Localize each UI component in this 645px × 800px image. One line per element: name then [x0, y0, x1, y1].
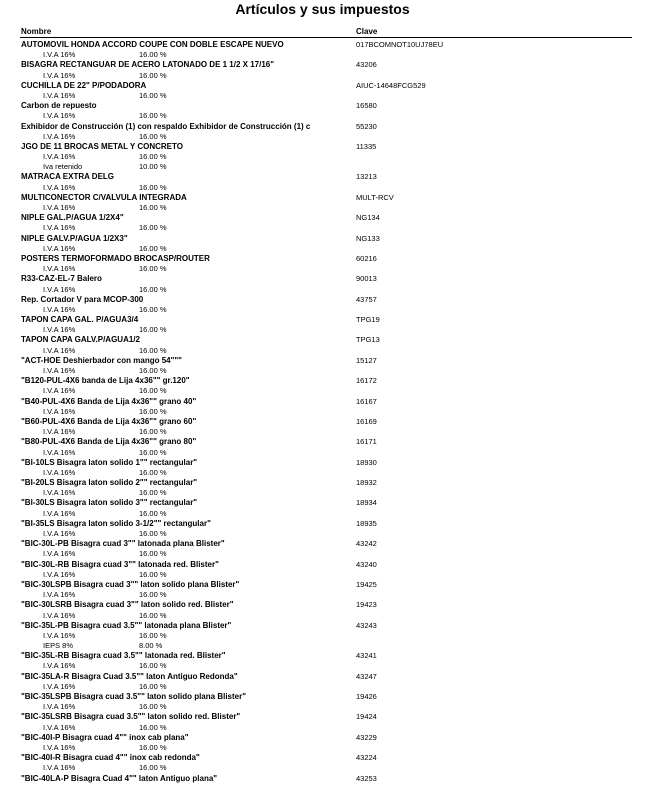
list-item	[0, 254, 645, 274]
tax-label: IEPS 8%	[43, 641, 74, 651]
tax-row	[0, 488, 645, 498]
item-key: 43224	[356, 753, 377, 763]
tax-row	[0, 162, 645, 172]
tax-row	[0, 366, 645, 376]
list-item	[0, 560, 645, 580]
item-name: "BIC-40LA-P Bisagra Cuad 4"" laton Antiguo plana"	[21, 773, 218, 783]
tax-row	[0, 641, 645, 651]
item-header-row	[0, 376, 645, 386]
item-name: POSTERS TERMOFORMADO BROCASP/ROUTER	[21, 253, 210, 263]
tax-row	[0, 264, 645, 274]
item-name: "BIC-35L-PB Bisagra cuad 3.5"" latonada plana Blister"	[21, 620, 232, 630]
tax-row	[0, 529, 645, 539]
list-item	[0, 213, 645, 233]
tax-percent: 8.00 %	[139, 641, 163, 651]
tax-label: I.V.A 16%	[43, 366, 76, 375]
tax-label: I.V.A 16%	[43, 131, 76, 141]
item-name: R33-CAZ-EL-7 Balero	[21, 274, 102, 284]
item-header-row	[0, 213, 645, 223]
tax-row	[0, 743, 645, 753]
item-name: "BIC-30LSPB Bisagra cuad 3"" laton solido plana Blister"	[21, 579, 240, 589]
item-name: "B60-PUL-4X6 Banda de Lija 4x36"" grano 60"	[21, 416, 197, 426]
item-header-row	[0, 142, 645, 152]
item-name: Exhibidor de Construcción (1) con respaldo Exhibidor de Construcción (1) c	[21, 121, 311, 131]
item-key: 19426	[356, 692, 377, 701]
tax-label: I.V.A 16%	[43, 529, 76, 538]
tax-percent: 16.00 %	[139, 386, 167, 396]
item-key: 19423	[356, 600, 377, 610]
item-key: NG134	[356, 213, 380, 223]
item-name: "ACT-HOE Deshierbador con mango 54"""	[21, 355, 182, 365]
tax-label: I.V.A 16%	[43, 630, 76, 640]
item-name: "BIC-35L-RB Bisagra cuad 3.5"" latonada red. Blister"	[21, 651, 226, 661]
list-item	[0, 356, 645, 376]
item-header-row	[0, 417, 645, 427]
column-header-name: Nombre	[21, 27, 52, 36]
item-name: "BI-35LS Bisagra laton solido 3-1/2"" rectangular"	[21, 518, 211, 528]
item-key: 43241	[356, 651, 377, 661]
tax-label: I.V.A 16%	[43, 681, 76, 691]
tax-row	[0, 183, 645, 193]
item-header-row	[0, 101, 645, 111]
item-key: 43247	[356, 671, 377, 681]
tax-label: I.V.A 16%	[43, 243, 76, 253]
tax-row	[0, 386, 645, 396]
list-item	[0, 376, 645, 396]
tax-label: I.V.A 16%	[43, 203, 76, 212]
tax-label: I.V.A 16%	[43, 467, 76, 477]
items-list	[0, 40, 645, 784]
tax-percent: 16.00 %	[139, 50, 167, 60]
tax-row	[0, 132, 645, 142]
tax-row	[0, 509, 645, 519]
item-name: "B120-PUL-4X6 banda de Lija 4x36"" gr.120"	[21, 376, 190, 386]
tax-label: I.V.A 16%	[43, 742, 76, 752]
tax-label: I.V.A 16%	[43, 590, 76, 600]
tax-label: I.V.A 16%	[43, 264, 76, 274]
header-divider	[20, 37, 632, 38]
tax-percent: 16.00 %	[139, 70, 167, 80]
tax-row	[0, 702, 645, 712]
item-key: 11335	[356, 141, 377, 151]
tax-label: I.V.A 16%	[43, 325, 76, 335]
item-key: 90013	[356, 274, 377, 284]
tax-row	[0, 91, 645, 101]
item-key: 43757	[356, 294, 377, 304]
tax-percent: 16.00 %	[139, 488, 167, 498]
item-header-row	[0, 498, 645, 508]
item-header-row	[0, 539, 645, 549]
item-header-row	[0, 774, 645, 784]
tax-row	[0, 407, 645, 417]
item-key: 16172	[356, 376, 377, 386]
tax-label: I.V.A 16%	[43, 111, 76, 121]
item-key: 43240	[356, 559, 377, 569]
list-item	[0, 600, 645, 620]
tax-label: I.V.A 16%	[43, 182, 76, 192]
tax-label: I.V.A 16%	[43, 508, 76, 518]
item-name: "BIC-30LSRB Bisagra cuad 3"" laton solido red. Blister"	[21, 600, 234, 610]
list-item	[0, 101, 645, 121]
list-item	[0, 142, 645, 173]
item-key: 19425	[356, 579, 377, 589]
tax-row	[0, 468, 645, 478]
list-item	[0, 498, 645, 518]
list-item	[0, 295, 645, 315]
tax-percent: 16.00 %	[139, 264, 167, 274]
tax-percent: 16.00 %	[139, 529, 167, 538]
tax-label: I.V.A 16%	[43, 152, 76, 162]
item-key: TPG19	[356, 315, 380, 325]
tax-row	[0, 325, 645, 335]
list-item	[0, 335, 645, 355]
item-name: "BIC-35LA-R Bisagra Cuad 3.5"" laton Antiguo Redonda"	[21, 671, 238, 681]
item-key: 18934	[356, 498, 377, 508]
report-title: Artículos y sus impuestos	[235, 1, 410, 17]
tax-percent: 16.00 %	[139, 742, 167, 752]
tax-label: I.V.A 16%	[43, 661, 76, 671]
tax-row	[0, 244, 645, 254]
tax-percent: 16.00 %	[139, 284, 167, 294]
item-header-row	[0, 712, 645, 722]
list-item	[0, 193, 645, 213]
item-header-row	[0, 40, 645, 50]
tax-row	[0, 723, 645, 733]
tax-label: I.V.A 16%	[43, 345, 76, 355]
item-header-row	[0, 560, 645, 570]
item-header-row	[0, 356, 645, 366]
item-name: Rep. Cortador V para MCOP-300	[21, 294, 144, 304]
item-key: 60216	[356, 253, 377, 263]
item-header-row	[0, 397, 645, 407]
tax-percent: 16.00 %	[139, 447, 167, 457]
item-header-row	[0, 193, 645, 203]
item-header-row	[0, 60, 645, 70]
tax-row	[0, 111, 645, 121]
tax-percent: 16.00 %	[139, 304, 167, 314]
item-header-row	[0, 733, 645, 743]
list-item	[0, 122, 645, 142]
item-key: 16580	[356, 101, 377, 111]
tax-label: I.V.A 16%	[43, 488, 76, 498]
item-name: AUTOMOVIL HONDA ACCORD COUPE CON DOBLE ESCAPE NUEVO	[21, 40, 284, 49]
tax-row	[0, 427, 645, 437]
list-item	[0, 539, 645, 559]
list-item	[0, 621, 645, 652]
item-header-row	[0, 600, 645, 610]
tax-percent: 16.00 %	[139, 182, 167, 192]
tax-percent: 16.00 %	[139, 661, 167, 671]
list-item	[0, 712, 645, 732]
tax-label: I.V.A 16%	[43, 386, 76, 396]
tax-percent: 16.00 %	[139, 223, 167, 233]
item-key: 13213	[356, 172, 377, 182]
tax-label: I.V.A 16%	[43, 722, 76, 732]
item-key: 16169	[356, 416, 377, 426]
tax-row	[0, 305, 645, 315]
list-item	[0, 234, 645, 254]
tax-label: I.V.A 16%	[43, 763, 76, 773]
item-header-row	[0, 519, 645, 529]
item-name: "BIC-40I-P Bisagra cuad 4"" inox cab plana"	[21, 732, 189, 742]
item-key: 15127	[356, 355, 377, 365]
item-name: "BI-10LS Bisagra laton solido 1"" rectangular"	[21, 457, 198, 467]
item-name: "BIC-35LSRB Bisagra cuad 3.5"" laton solido red. Blister"	[21, 712, 241, 722]
tax-label: I.V.A 16%	[43, 304, 76, 314]
item-key: 43229	[356, 732, 377, 742]
item-name: "BIC-30L-PB Bisagra cuad 3"" latonada plana Blister"	[21, 539, 225, 549]
item-name: "BIC-35LSPB Bisagra cuad 3.5"" laton solido plana Blister"	[21, 692, 247, 701]
tax-percent: 16.00 %	[139, 681, 167, 691]
column-header-key: Clave	[356, 27, 378, 36]
item-key: 43253	[356, 773, 377, 783]
tax-percent: 16.00 %	[139, 366, 167, 375]
tax-row	[0, 763, 645, 773]
item-header-row	[0, 672, 645, 682]
item-name: "B80-PUL-4X6 Banda de Lija 4x36"" grano 80"	[21, 437, 197, 447]
item-key: TPG13	[356, 335, 380, 345]
tax-row	[0, 448, 645, 458]
list-item	[0, 692, 645, 712]
tax-row	[0, 611, 645, 621]
tax-label: I.V.A 16%	[43, 549, 76, 559]
tax-percent: 16.00 %	[139, 610, 167, 620]
item-header-row	[0, 172, 645, 182]
item-header-row	[0, 335, 645, 345]
list-item	[0, 774, 645, 784]
list-item	[0, 519, 645, 539]
list-item	[0, 274, 645, 294]
list-item	[0, 437, 645, 457]
list-item	[0, 315, 645, 335]
tax-percent: 16.00 %	[139, 722, 167, 732]
tax-row	[0, 346, 645, 356]
tax-percent: 16.00 %	[139, 763, 167, 773]
tax-row	[0, 50, 645, 60]
item-key: 19424	[356, 712, 377, 722]
item-key: AIUC-14648FCG529	[356, 80, 426, 90]
item-key: 18932	[356, 478, 377, 488]
tax-percent: 16.00 %	[139, 569, 167, 579]
item-name: CUCHILLA DE 22" P/PODADORA	[21, 80, 147, 90]
tax-percent: 16.00 %	[139, 90, 167, 100]
list-item	[0, 651, 645, 671]
item-header-row	[0, 122, 645, 132]
tax-row	[0, 285, 645, 295]
tax-percent: 16.00 %	[139, 702, 167, 712]
item-key: 43243	[356, 620, 377, 630]
tax-row	[0, 590, 645, 600]
list-item	[0, 417, 645, 437]
item-name: "BI-30LS Bisagra laton solido 3"" rectangular"	[21, 498, 198, 508]
tax-label: I.V.A 16%	[43, 406, 76, 416]
item-key: 43206	[356, 60, 377, 70]
item-header-row	[0, 692, 645, 702]
item-header-row	[0, 478, 645, 488]
item-key: 18935	[356, 518, 377, 528]
item-key: 18930	[356, 457, 377, 467]
list-item	[0, 81, 645, 101]
tax-percent: 16.00 %	[139, 549, 167, 559]
tax-percent: 16.00 %	[139, 243, 167, 253]
item-key: 16167	[356, 396, 377, 406]
tax-percent: 16.00 %	[139, 203, 167, 212]
tax-percent: 16.00 %	[139, 427, 167, 437]
list-item	[0, 458, 645, 478]
tax-label: I.V.A 16%	[43, 569, 76, 579]
item-name: NIPLE GAL.P/AGUA 1/2X4"	[21, 213, 124, 223]
tax-label: I.V.A 16%	[43, 427, 76, 437]
tax-label: Iva retenido	[43, 162, 83, 172]
tax-row	[0, 223, 645, 233]
list-item	[0, 60, 645, 80]
tax-percent: 16.00 %	[139, 152, 167, 162]
tax-label: I.V.A 16%	[43, 90, 76, 100]
item-header-row	[0, 458, 645, 468]
item-name: "BIC-40I-R Bisagra cuad 4"" inox cab redonda"	[21, 753, 200, 763]
item-key: 43242	[356, 539, 377, 549]
item-header-row	[0, 651, 645, 661]
item-header-row	[0, 315, 645, 325]
tax-row	[0, 203, 645, 213]
item-key: 16171	[356, 437, 377, 447]
tax-row	[0, 682, 645, 692]
item-header-row	[0, 437, 645, 447]
item-name: "BIC-30L-RB Bisagra cuad 3"" latonada red. Blister"	[21, 559, 219, 569]
item-key: NG133	[356, 233, 380, 243]
item-name: MULTICONECTOR C/VALVULA INTEGRADA	[21, 192, 187, 202]
item-name: BISAGRA RECTANGUAR DE ACERO LATONADO DE 1 1/2 X 17/16"	[21, 60, 275, 70]
list-item	[0, 580, 645, 600]
tax-label: I.V.A 16%	[43, 284, 76, 294]
item-name: NIPLE GALV.P/AGUA 1/2X3"	[21, 233, 128, 243]
item-header-row	[0, 295, 645, 305]
tax-label: I.V.A 16%	[43, 223, 76, 233]
item-header-row	[0, 274, 645, 284]
tax-percent: 16.00 %	[139, 630, 167, 640]
item-header-row	[0, 580, 645, 590]
tax-label: I.V.A 16%	[43, 50, 76, 60]
item-name: MATRACA EXTRA DELG	[21, 172, 115, 182]
tax-label: I.V.A 16%	[43, 70, 76, 80]
item-name: Carbon de repuesto	[21, 101, 97, 111]
item-header-row	[0, 234, 645, 244]
tax-percent: 16.00 %	[139, 345, 167, 355]
list-item	[0, 733, 645, 753]
list-item	[0, 672, 645, 692]
list-item	[0, 397, 645, 417]
tax-percent: 10.00 %	[139, 162, 167, 172]
tax-label: I.V.A 16%	[43, 447, 76, 457]
tax-row	[0, 570, 645, 580]
tax-percent: 16.00 %	[139, 467, 167, 477]
list-item	[0, 40, 645, 60]
item-header-row	[0, 81, 645, 91]
tax-row	[0, 71, 645, 81]
item-name: "BI-20LS Bisagra laton solido 2"" rectangular"	[21, 478, 198, 488]
item-header-row	[0, 621, 645, 631]
list-item	[0, 753, 645, 773]
tax-row	[0, 631, 645, 641]
tax-percent: 16.00 %	[139, 131, 167, 141]
item-name: "B40-PUL-4X6 Banda de Lija 4x36"" grano 40"	[21, 396, 197, 406]
tax-percent: 16.00 %	[139, 111, 167, 121]
item-key: 017BCOMNOT10UJ78EU	[356, 40, 444, 49]
tax-percent: 16.00 %	[139, 325, 167, 335]
tax-label: I.V.A 16%	[43, 610, 76, 620]
tax-row	[0, 549, 645, 559]
item-key: 55230	[356, 121, 377, 131]
item-name: TAPON CAPA GALV.P/AGUA1/2	[21, 335, 140, 345]
tax-row	[0, 661, 645, 671]
tax-percent: 16.00 %	[139, 406, 167, 416]
item-header-row	[0, 753, 645, 763]
item-header-row	[0, 254, 645, 264]
item-key: MULT-RCV	[356, 192, 394, 202]
item-name: TAPON CAPA GAL. P/AGUA3/4	[21, 315, 139, 325]
tax-row	[0, 152, 645, 162]
item-name: JGO DE 11 BROCAS METAL Y CONCRETO	[21, 141, 183, 151]
tax-percent: 16.00 %	[139, 590, 167, 600]
tax-label: I.V.A 16%	[43, 702, 76, 712]
list-item	[0, 172, 645, 192]
tax-percent: 16.00 %	[139, 508, 167, 518]
list-item	[0, 478, 645, 498]
